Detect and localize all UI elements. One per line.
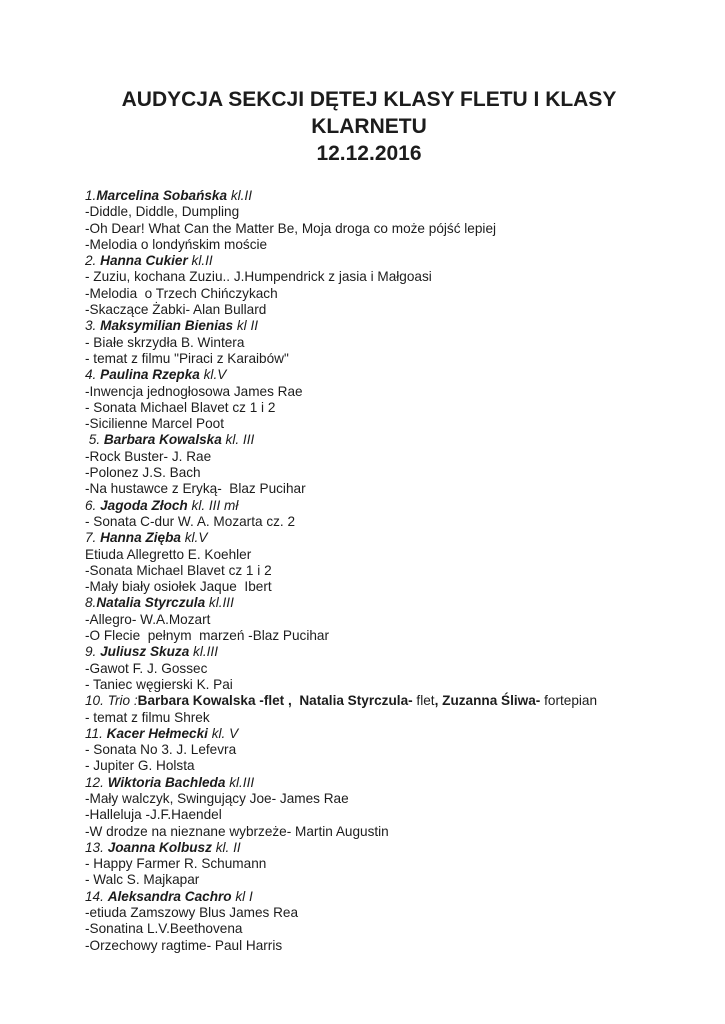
performer-line — [85, 726, 665, 742]
performer-line-segment: Barbara Kowalska — [103, 432, 222, 448]
piece-line: -Allegro- W.A.Mozart — [85, 611, 211, 627]
program-list — [85, 188, 665, 954]
performer-line-segment: 9. — [85, 644, 101, 660]
performer-line-segment: Juliusz Skuza — [100, 644, 190, 660]
program-entry — [85, 318, 665, 367]
performer-line-segment: Paulina Rzepka — [100, 367, 200, 383]
program-entry — [85, 840, 665, 889]
performer-line-segment: kl.V — [199, 367, 227, 383]
performer-line-segment: kl.II — [227, 188, 252, 203]
performer-line-segment: 12. — [85, 774, 108, 790]
piece-line: -W drodze na nieznane wybrzeże- Martin Augustin — [85, 823, 389, 839]
piece-line: -Sicilienne Marcel Poot — [85, 416, 225, 432]
performer-line-segment: kl.III — [189, 644, 218, 660]
performer-line — [85, 253, 665, 269]
program-entry — [85, 775, 665, 840]
performer-line-segment: Barbara Kowalska -flet , — [137, 693, 292, 709]
piece-line: -Gawot F. J. Gossec — [85, 660, 208, 676]
performer-line-segment: 10. Trio : — [85, 693, 138, 709]
performer-line-segment: Wiktoria Bachleda — [107, 774, 226, 790]
piece-line: -Mały walczyk, Swingujący Joe- James Rae — [85, 790, 349, 806]
performer-line-segment: Hanna Cukier — [100, 253, 188, 269]
performer-line — [85, 530, 665, 546]
document-title-line2: 12.12.2016 — [316, 142, 422, 165]
performer-line — [85, 318, 665, 334]
performer-line-segment: kl I — [231, 888, 253, 904]
performer-line-segment: Jagoda Złoch — [100, 497, 188, 513]
performer-line-segment: Aleksandra Cachro — [107, 888, 232, 904]
performer-line-segment: 1. — [85, 188, 97, 203]
piece-line: -etiuda Zamszowy Blus James Rea — [85, 905, 299, 921]
program-entry — [85, 188, 665, 253]
performer-line-segment: kl.III — [205, 595, 234, 611]
performer-line-segment: Natalia Styrczula — [96, 595, 206, 611]
piece-line: - Sonata C-dur W. A. Mozarta cz. 2 — [85, 513, 296, 529]
performer-line-segment: 5. — [85, 432, 104, 448]
performer-line-segment: 7. — [85, 530, 101, 546]
piece-line: -Oh Dear! What Can the Matter Be, Moja droga co może pójść lepiej — [85, 220, 497, 236]
performer-line-segment: 13. — [85, 839, 108, 855]
performer-line — [85, 498, 665, 514]
piece-line: -Inwencja jednogłosowa James Rae — [85, 383, 303, 399]
piece-line: -Mały biały osiołek Jaque Ibert — [85, 579, 272, 595]
performer-line-segment: 11. — [85, 725, 107, 741]
performer-line-segment: Joanna Kolbusz — [107, 839, 212, 855]
program-entry — [85, 644, 665, 693]
program-entry — [85, 726, 665, 775]
piece-line: -Melodia o Trzech Chińczykach — [85, 285, 278, 301]
piece-line: -Halleluja -J.F.Haendel — [85, 807, 222, 823]
performer-line — [85, 693, 665, 709]
piece-line: - Jupiter G. Holsta — [85, 758, 195, 774]
piece-line: -Polonez J.S. Bach — [85, 465, 201, 481]
piece-line: -Melodia o londyńskim moście — [85, 236, 268, 252]
piece-line: - Happy Farmer R. Schumann — [85, 856, 267, 872]
piece-line: -Rock Buster- J. Rae — [85, 448, 212, 464]
performer-line-segment: 14. — [85, 888, 108, 904]
performer-line-segment: , — [434, 693, 439, 709]
piece-line: -Sonatina L.V.Beethovena — [85, 921, 243, 937]
program-entry — [85, 530, 665, 595]
performer-line-segment: kl.III — [225, 774, 255, 790]
performer-line — [85, 775, 665, 791]
performer-line-segment: Marcelina Sobańska — [96, 188, 228, 203]
performer-line-segment: Zuzanna Śliwa- — [442, 693, 541, 709]
program-entry — [85, 889, 665, 954]
performer-line-segment: Hanna Zięba — [100, 530, 181, 546]
program-entry — [85, 432, 665, 497]
performer-line-segment: Kacer Hełmecki — [106, 725, 208, 741]
piece-line: - Białe skrzydła B. Wintera — [85, 334, 245, 350]
performer-line-segment: 8. — [85, 595, 97, 611]
document-title-line1: AUDYCJA SEKCJI DĘTEJ KLASY FLETU I KLASY KLARNETU — [121, 88, 623, 138]
performer-line — [85, 644, 665, 660]
performer-line-segment: kl. III — [221, 432, 255, 448]
program-entry — [85, 253, 665, 318]
piece-line: -Na hustawce z Eryką- Blaz Pucihar — [85, 481, 306, 497]
piece-line: -Orzechowy ragtime- Paul Harris — [85, 937, 283, 953]
performer-line — [85, 367, 665, 383]
program-entry — [85, 693, 665, 726]
performer-line-segment: fortepian — [540, 693, 598, 709]
performer-line-segment: kl. V — [207, 725, 239, 741]
performer-line-segment: 2. — [85, 253, 101, 269]
performer-line-segment: 4. — [85, 367, 101, 383]
performer-line-segment: flet — [412, 693, 435, 709]
performer-line-segment: 3. — [85, 318, 101, 334]
performer-line-segment: kl. III mł — [187, 497, 239, 513]
piece-line: - Walc S. Majkapar — [85, 872, 200, 888]
performer-line-segment: 6. — [85, 497, 101, 513]
performer-line-segment: Natalia Styrczula- — [299, 693, 413, 709]
piece-line: -O Flecie pełnym marzeń -Blaz Pucihar — [85, 628, 330, 644]
piece-line: Etiuda Allegretto E. Koehler — [85, 546, 252, 562]
performer-line-segment: kl.II — [187, 253, 213, 269]
performer-line — [85, 889, 665, 905]
performer-line — [85, 595, 665, 611]
performer-line-segment: kl.V — [180, 530, 208, 546]
performer-line — [85, 188, 665, 204]
piece-line: -Sonata Michael Blavet cz 1 i 2 — [85, 562, 272, 578]
piece-line: - Taniec węgierski K. Pai — [85, 676, 233, 692]
document-title — [73, 86, 665, 167]
piece-line: - Sonata Michael Blavet cz 1 i 2 — [85, 399, 276, 415]
piece-line: - temat z filmu Shrek — [85, 709, 210, 725]
performer-line — [85, 432, 665, 448]
performer-line-segment: kl. II — [211, 839, 241, 855]
piece-line: -Skaczące Żabki- Alan Bullard — [85, 302, 267, 318]
performer-line-segment: Maksymilian Bienias — [100, 318, 234, 334]
program-entry — [85, 367, 665, 432]
program-entry — [85, 498, 665, 531]
piece-line: -Diddle, Diddle, Dumpling — [85, 204, 240, 220]
piece-line: - Sonata No 3. J. Lefevra — [85, 742, 237, 758]
performer-line-segment: kl II — [233, 318, 259, 334]
performer-line — [85, 840, 665, 856]
program-entry — [85, 595, 665, 644]
piece-line: - temat z filmu "Piraci z Karaibów" — [85, 350, 289, 366]
piece-line: - Zuziu, kochana Zuziu.. J.Humpendrick z jasia i Małgoasi — [85, 269, 432, 285]
